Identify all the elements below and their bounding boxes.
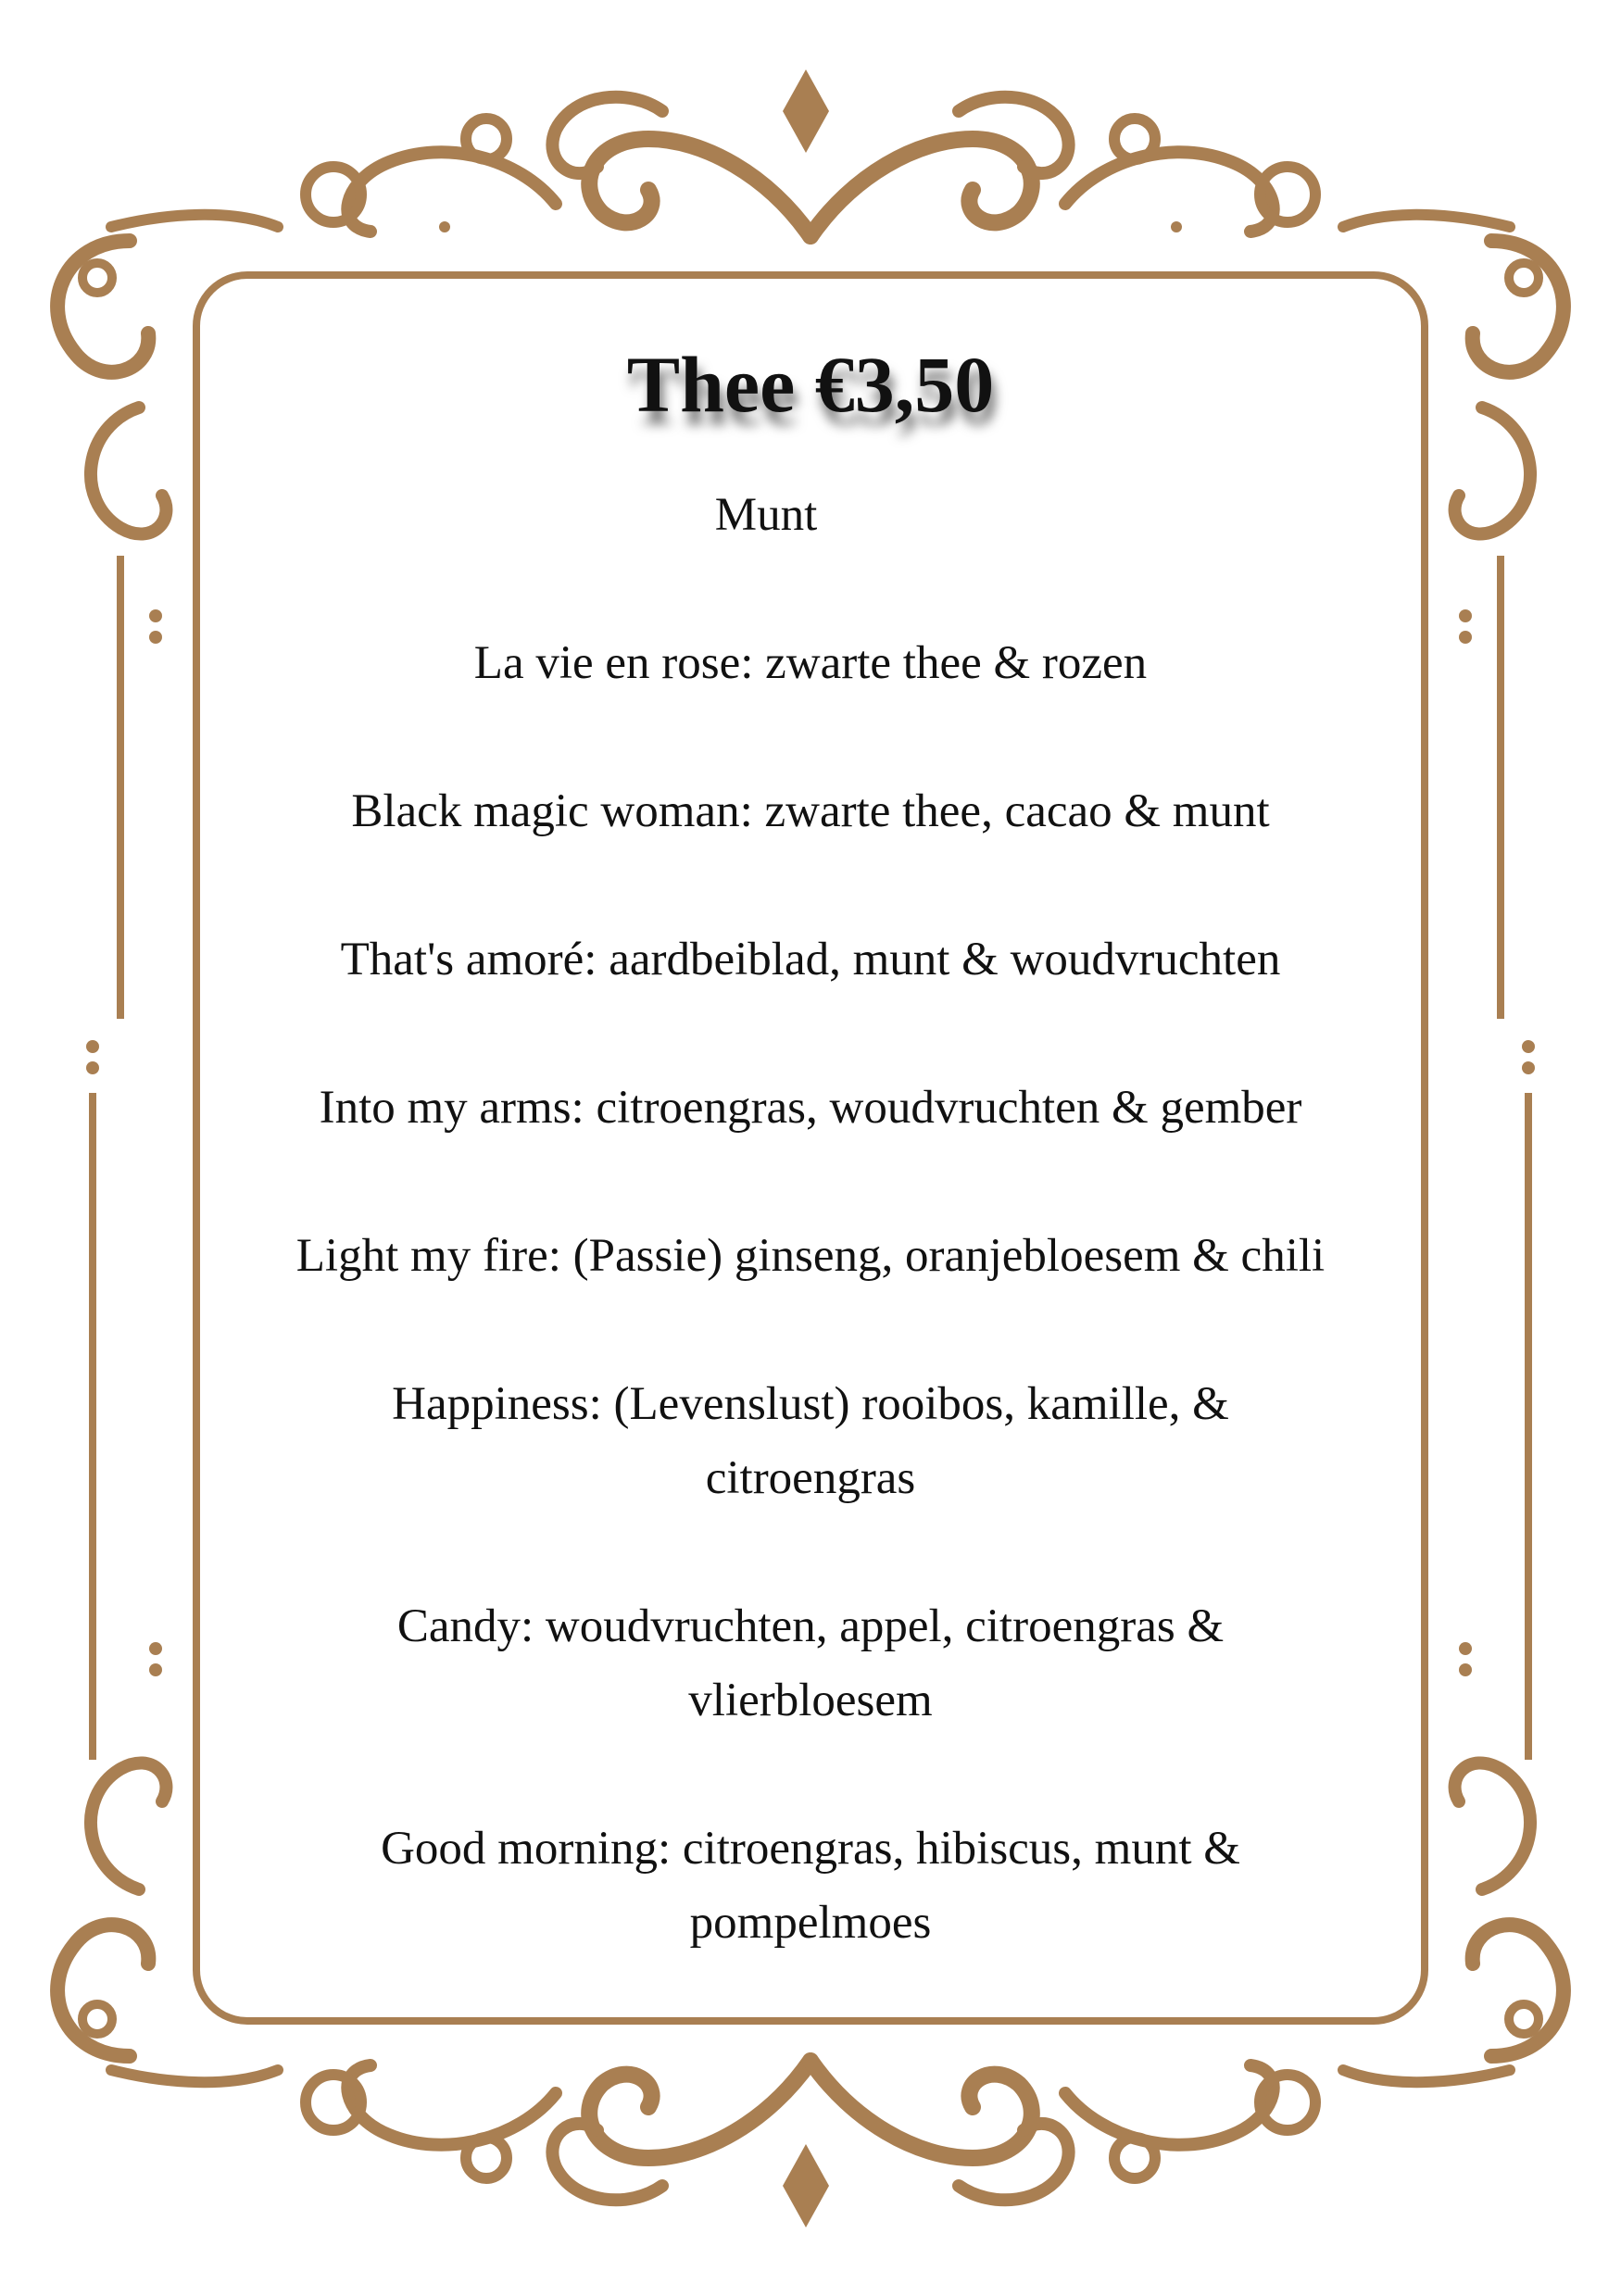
tea-item-candy-line2: vlierbloesem — [688, 1675, 933, 1726]
tea-item-la-vie-en-rose: La vie en rose: zwarte thee & rozen — [473, 637, 1148, 689]
tea-item-good-morning-line2: pompelmoes — [689, 1897, 932, 1949]
tea-item-light-my-fire: Light my fire: (Passie) ginseng, oranjebloesem & chili — [295, 1230, 1326, 1282]
tea-item-munt: Munt — [714, 489, 818, 541]
tea-item-black-magic-woman: Black magic woman: zwarte thee, cacao & munt — [351, 785, 1270, 837]
side-ornaments — [86, 556, 1535, 1760]
tea-item-happiness: Happiness: (Levenslust) rooibos, kamille, & — [392, 1378, 1229, 1430]
tea-item-happiness-line2: citroengras — [705, 1452, 916, 1504]
top-ornament — [111, 69, 1510, 236]
menu-title: Thee €3,50 — [626, 340, 995, 429]
tea-item-good-morning: Good morning: citroengras, hibiscus, munt & — [381, 1823, 1240, 1875]
tea-item-candy: Candy: woudvruchten, appel, citroengras & — [396, 1600, 1225, 1652]
bottom-ornament — [111, 2061, 1510, 2227]
tea-item-thats-amore: That's amoré: aardbeiblad, munt & woudvruchten — [340, 934, 1281, 985]
tea-item-into-my-arms: Into my arms: citroengras, woudvruchten & gember — [319, 1082, 1302, 1134]
